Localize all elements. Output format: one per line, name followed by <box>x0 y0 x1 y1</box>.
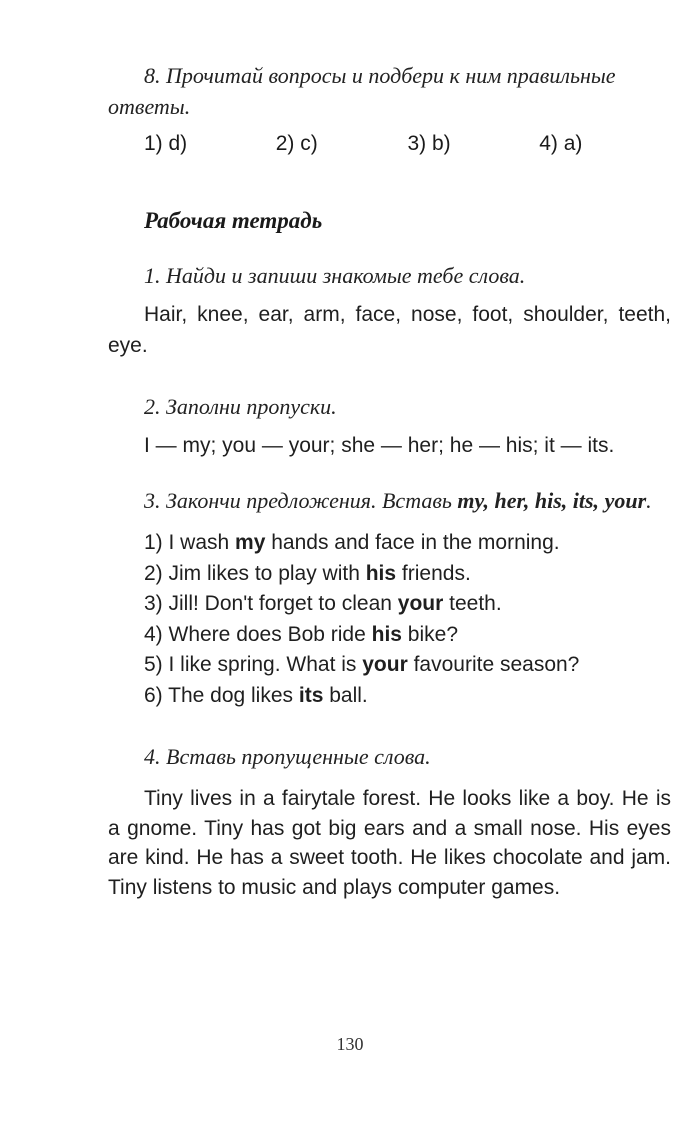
answer-1: 1) d) <box>144 132 188 155</box>
exercise-1-text: Hair, knee, ear, arm, face, nose, foot, shoulder, teeth, eye. <box>108 303 671 357</box>
task-word-my: my, <box>457 488 489 513</box>
inserted-word: your <box>397 592 444 615</box>
list-item <box>144 620 671 651</box>
task-word-his: his, <box>534 488 568 513</box>
item-text: 1) I wash <box>144 531 236 554</box>
exercise-3-list <box>108 528 671 711</box>
item-text: teeth. <box>443 592 502 615</box>
answer-2: 2) c) <box>275 132 318 155</box>
list-item <box>144 650 671 681</box>
item-text: favourite season? <box>407 653 580 676</box>
exercise-2-task: 2. Заполни пропуски. <box>144 394 337 419</box>
item-text: 2) Jim likes to play with <box>144 561 366 585</box>
exercise-4-task: 4. Вставь пропущенные слова. <box>144 744 431 769</box>
inserted-word: its <box>298 683 324 707</box>
task-word-its: its, <box>572 488 600 513</box>
inserted-word: my <box>235 531 266 554</box>
list-item <box>144 681 671 712</box>
page-number: 130 <box>336 1034 364 1054</box>
task-word-her: her, <box>494 488 530 513</box>
item-text: bike? <box>401 622 459 646</box>
inserted-word: his <box>365 561 397 585</box>
list-item <box>144 589 671 620</box>
list-item <box>144 559 671 590</box>
item-text: 5) I like spring. What is <box>144 653 363 676</box>
exercise-4-text: Tiny lives in a fairytale forest. He looks like a boy. He is a gnome. Tiny has got big ears and a small nose. His eyes are kind. He has a sweet tooth. He likes chocolate and jam. Tiny listens to music and plays computer games. <box>108 787 671 899</box>
exercise-8-task: 8. Прочитай вопросы и подбери к ним правильные ответы. <box>108 63 616 119</box>
item-text: ball. <box>323 683 368 707</box>
page-content <box>108 60 671 902</box>
task-word-your: your <box>604 488 647 513</box>
answer-3: 3) b) <box>407 132 451 155</box>
item-text: hands and face in the morning. <box>265 531 560 554</box>
exercise-3-task-prefix: 3. Закончи предложения. Вставь <box>144 488 458 513</box>
item-text: 3) Jill! Don't forget to clean <box>144 592 398 615</box>
item-text: 4) Where does Bob ride <box>144 622 372 646</box>
exercise-3-task <box>108 485 671 516</box>
item-text: 6) The dog likes <box>144 683 299 707</box>
list-item <box>144 528 671 559</box>
item-text: friends. <box>396 561 471 585</box>
exercise-1-task: 1. Найди и запиши знакомые тебе слова. <box>144 263 526 288</box>
answer-4: 4) a) <box>539 132 583 155</box>
exercise-8-answers <box>108 132 671 156</box>
inserted-word: your <box>362 653 408 676</box>
workbook-heading: Рабочая тетрадь <box>144 208 323 233</box>
exercise-2-text: I — my; you — your; she — her; he — his; it — its. <box>144 434 615 457</box>
inserted-word: his <box>371 622 402 646</box>
exercise-3-task-suffix: . <box>646 488 652 513</box>
